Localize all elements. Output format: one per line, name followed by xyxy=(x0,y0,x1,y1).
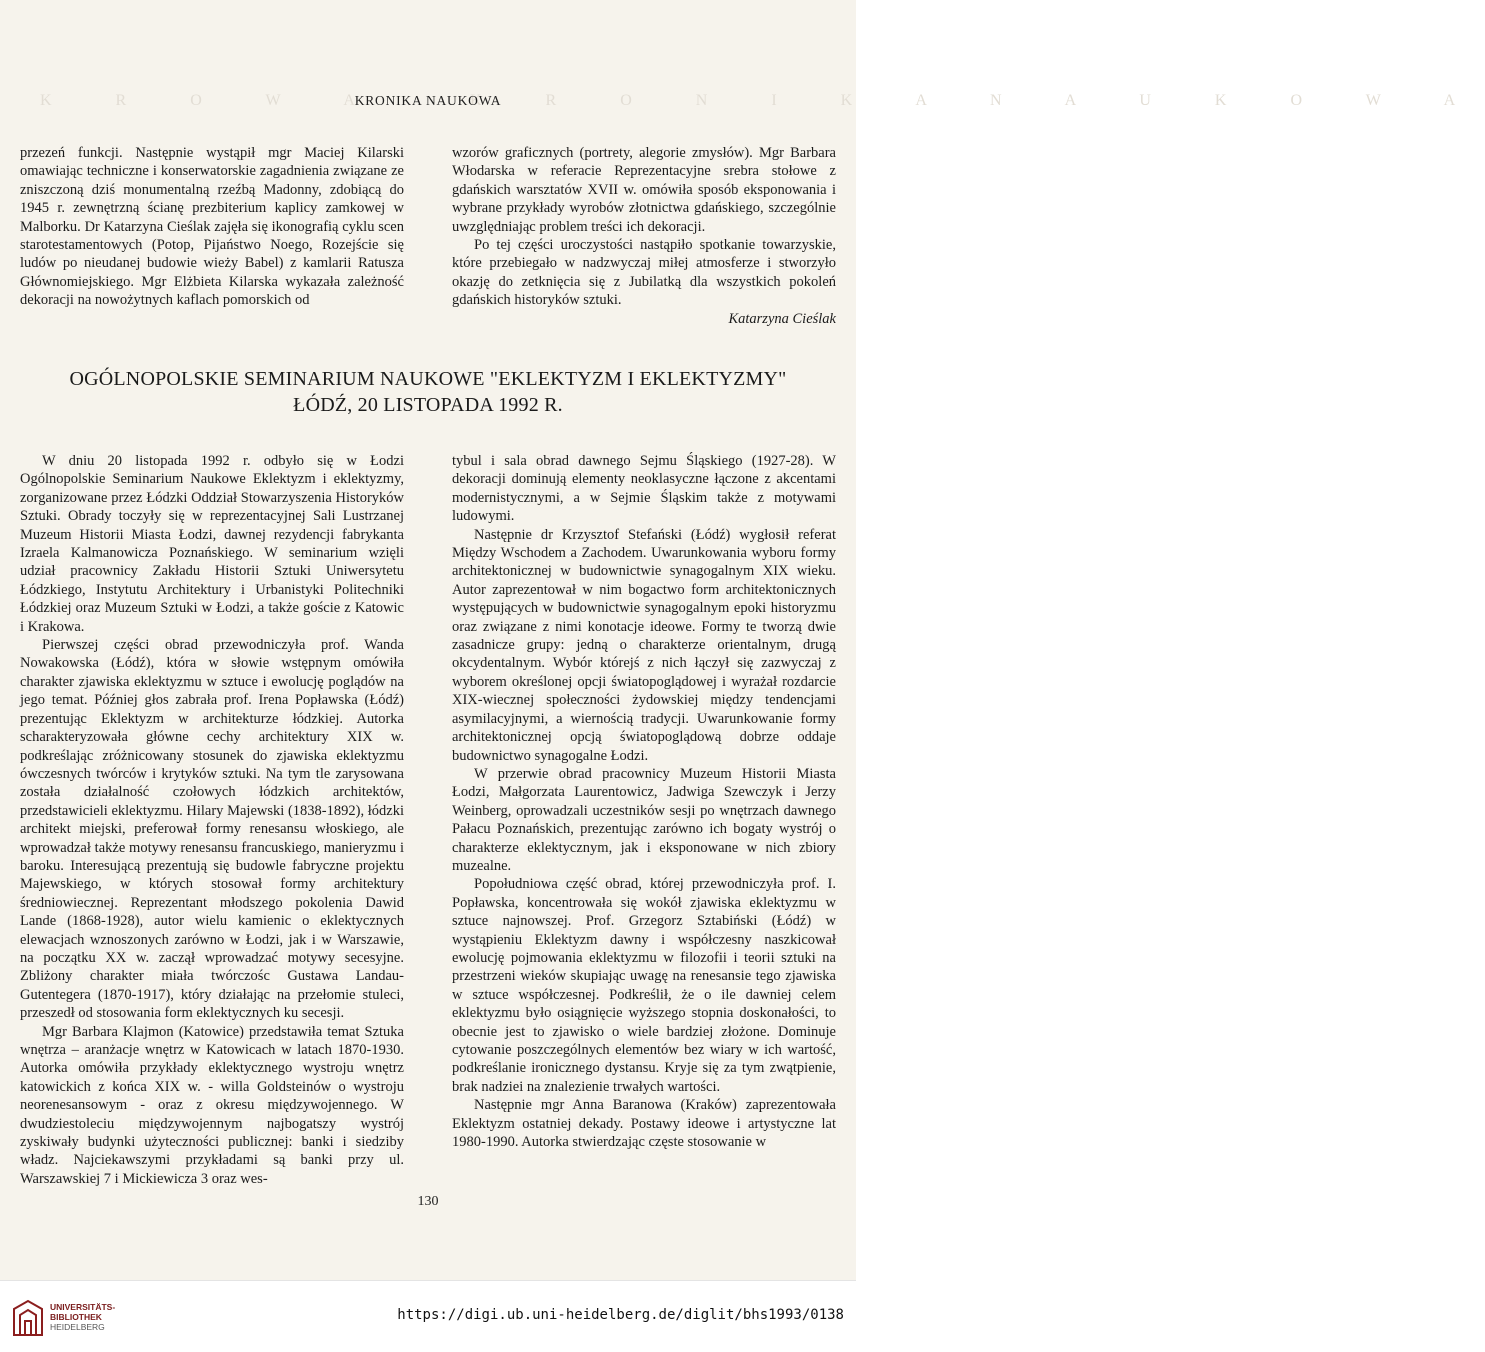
article-left-column xyxy=(20,452,404,1188)
paragraph: Pierwszej części obrad przewodniczyła prof. Wanda Nowakowska (Łódź), która w słowie wstępnym omówiła charakter zjawiska eklektyzmu w sztuce i ewolucję poglądów na jego temat. Później głos zabrała prof. Irena Popławska (Łódź) prezentując Eklektyzm w architekturze łódzkiej. Autorka scharakteryzowała główne cechy architektury XIX w. podkreślając zróżnicowany stosunek do zjawiska eklektyzmu ówczesnych twórców i krytyków sztuki. Na tym tle zarysowana została działalność czołowych łódzkich architektów, przedstawicieli eklektyzmu. Hilary Majewski (1838-1892), łódzki architekt miejski, preferował formy renesansu włoskiego, ale wprowadzał także motywy renesansu francuskiego, manieryzmu i baroku. Interesującą prezentują się budowle fabryczne projektu Majewskiego, w których stosował formy architektury średniowiecznej. Reprezentant młodszego pokolenia Dawid Lande (1868-1928), autor wielu kamienic o eklektycznych elewacjach wznoszonych zarówno w Łodzi, jak i w Warszawie, na początku XX w. zaczął wprowadzać motywy secesyjne. Zbliżony charakter miała twórczośc Gustawa Landau-Gutentegera (1870-1917), który działając na przełomie stuleci, przeszedł od stosowania form eklektycznych ku secesji. xyxy=(20,637,404,1022)
paragraph: Mgr Barbara Klajmon (Katowice) przedstawiła temat Sztuka wnętrza – aranżacje wnętrz w Katowicach w latach 1870-1930. Autorka omówiła przykłady eklektycznego wystroju wnętrz katowickich z końca XIX w. - willa Goldsteinów o wystroju neorenesansowym - oraz z okresu międzywojennego. W dwudziestoleciu międzywojennym najbogatszy wystrój zyskiwały budynki użyteczności publicznej: banki i siedziby władz. Najciekawszymi przykładami są banki przy ul. Warszawskiej 7 i Mickiewicza 3 oraz wes- xyxy=(20,1023,404,1187)
paragraph: wzorów graficznych (portrety, alegorie zmysłów). Mgr Barbara Włodarska w referacie Reprezentacyjne srebra stołowe z gdańskich warsztatów XVII w. omówiła sposób eksponowania i wybrane przykłady wyrobów złotnictwa gdańskiego, szczególnie uwzględniając problem treści ich dekoracji. xyxy=(452,145,836,235)
running-head: KRONIKA NAUKOWA xyxy=(354,93,502,108)
paragraph: W dniu 20 listopada 1992 r. odbyło się w Łodzi Ogólnopolskie Seminarium Naukowe Eklektyzm i eklektyzmy, zorganizowane przez Łódzki Oddział Stowarzyszenia Historyków Sztuki. Obrady toczyły się w reprezentacyjnej Sali Lustrzanej Muzeum Historii Miasta Łodzi, dawnej rezydencji fabrykanta Izraela Kalmanowicza Poznańskiego. W seminarium wzięli udział pracownicy Zakładu Historii Sztuki Uniwersytetu Łódzkiego, Instytutu Architektury i Urbanistyki Politechniki Łódzkiej oraz Muzeum Sztuki w Łodzi, a także goście z Katowic i Krakowa. xyxy=(20,453,404,635)
paragraph: Następnie mgr Anna Baranowa (Kraków) zaprezentowała Eklektyzm ostatniej dekady. Postawy ideowe i artystyczne lat 1980-1990. Autorka stwierdzając częste stosowanie w xyxy=(452,1097,836,1151)
article-right-column xyxy=(452,452,836,1151)
paragraph: tybul i sala obrad dawnego Sejmu Śląskiego (1927-28). W dekoracji dominują elementy neoklasyczne łączone z akcentami modernistycznymi, a w Sejmie Śląskim także z motywami ludowymi. xyxy=(452,453,836,525)
title-line-1: OGÓLNOPOLSKIE SEMINARIUM NAUKOWE "EKLEKTYZM I EKLEKTYZMY" xyxy=(69,368,787,390)
page-number: 130 xyxy=(417,1194,439,1209)
paragraph: Następnie dr Krzysztof Stefański (Łódź) wygłosił referat Między Wschodem a Zachodem. Uwarunkowania wyboru formy architektonicznej w budownictwie synagogalnym XIX wieku. Autor zaprezentował w nim bogactwo form architektonicznych występujących w budownictwie synagogalnym epoki historyzmu oraz związane z nimi konotacje ideowe. Formy te tworzą dwie zasadnicze grupy: jedną o charakterze orientalnym, drugą okcydentalnym. Wybór którejś z nich łączył się zazwyczaj z wyborem określonej opcji światopoglądowej i wyrażał rozdarcie XIX-wiecznej społeczności żydowskiej między tendencjami asymilacyjnymi, a wiernością tradycji. Uwarunkowanie formy architektonicznej opcją światopoglądową dobrze oddaje budownictwo synagogalne Łodzi. xyxy=(452,526,836,764)
library-logo-icon xyxy=(12,1299,44,1337)
paragraph: Po tej części uroczystości nastąpiło spotkanie towarzyskie, które przebiegało w nadzwyczaj miłej atmosferze i stworzyło okazję do zetknięcia się z Jubilatką dla wszystkich pokoleń gdańskich historyków sztuki. xyxy=(452,237,836,309)
bleed-through-left: K R O W A xyxy=(40,92,385,109)
paragraph: W przerwie obrad pracownicy Muzeum Historii Miasta Łodzi, Małgorzata Laurentowicz, Jadwiga Szewczyk i Jerzy Weinberg, oprowadzali uczestników sesji po wnętrzach dawnego Pałacu Poznańskich, prezentując zarówno ich bogaty wystrój o charakterze eklektycznym, jak i eksponowane w nich zbiory muzealne. xyxy=(452,765,836,874)
title-line-2: ŁÓDŹ, 20 LISTOPADA 1992 R. xyxy=(293,394,563,416)
paragraph: przezeń funkcji. Następnie wystąpił mgr Maciej Kilarski omawiając techniczne i konserwatorskie zagadnienia związane ze zniszczoną dziś monumentalną rzeźbą Madonny, zdobiącą do 1945 r. zewnętrzną ścianę prezbiterium kaplicy zamkowej w Malborku. Dr Katarzyna Cieślak zajęła się ikonografią cyklu scen starotestamentowych (Potop, Pijaństwo Noego, Rozejście się ludów po nieudanej budowie wieży Babel) z kamlarii Ratusza Głównomiejskiego. Mgr Elżbieta Kilarska wykazała zależność dekoracji na nowożytnych kaflach pomorskich od xyxy=(20,145,404,309)
author-signature: Katarzyna Cieślak xyxy=(728,310,836,327)
viewer-footer xyxy=(0,1280,856,1352)
article-title xyxy=(20,366,836,418)
permalink-url[interactable]: https://digi.ub.uni-heidelberg.de/diglit/bhs1993/0138 xyxy=(397,1307,844,1323)
library-name: UNIVERSITÄTS- BIBLIOTHEK HEIDELBERG xyxy=(50,1302,116,1332)
paragraph: Popołudniowa część obrad, której przewodniczyła prof. I. Popławska, koncentrowała się wokół zjawiska eklektyzmu w sztuce najnowszej. Prof. Grzegorz Sztabiński (Łódź) w wystąpieniu Eklektyzm dawny i współczesny naszkicował ewolucję pojmowania eklektyzmu w filozofii i teorii sztuki na przestrzeni wieków skupiając uwagę na renesansie tego zjawiska w sztuce współczesnej. Podkreślił, że o ile dawniej celem eklektyzmu było osiągnięcie wyższego stopnia doskonałości, to obecnie jest to zjawisko o wiele bardziej złożone. Dominuje cytowanie poszczególnych elementów bez wiary w ich wartość, podkreślanie ironicznego dystansu. Kryje się za tym zwątpienie, brak nadziei na znalezienie trwałych wartości. xyxy=(452,876,836,1095)
bleed-through-right: K R O N I K A N A U K O W A xyxy=(470,92,1485,109)
top-right-column xyxy=(452,144,836,328)
top-left-column xyxy=(20,144,404,310)
